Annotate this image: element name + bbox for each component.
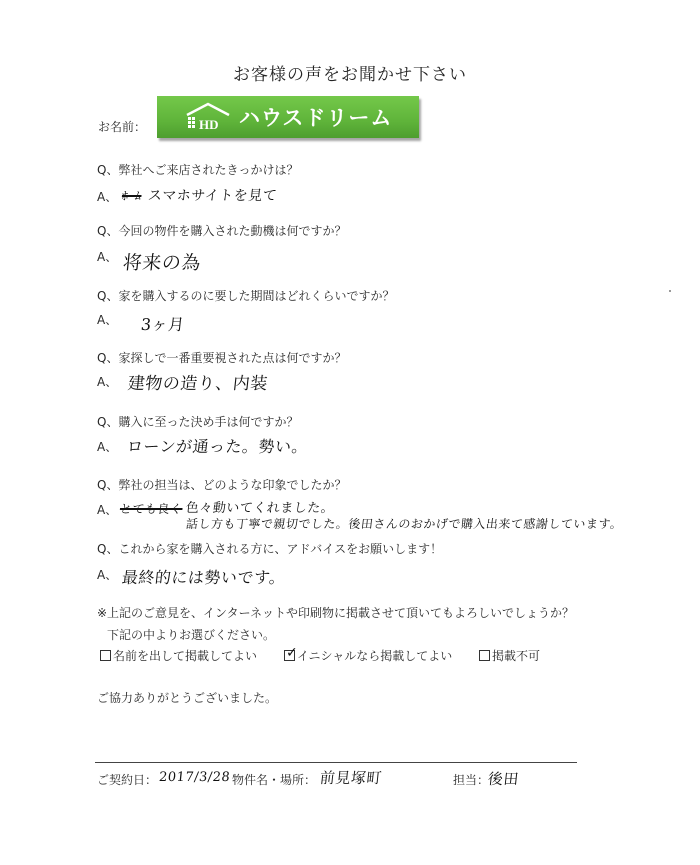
question-1: Q、弊社へご来店されたきっかけは？ [97, 163, 299, 177]
logo-text: ハウスドリーム [239, 106, 393, 130]
page-title: お客様の声をお聞かせ下さい [233, 65, 467, 85]
company-logo [157, 96, 419, 138]
footer-rule [95, 762, 577, 763]
answer-mark-7: A、 [97, 568, 118, 582]
answer-4: 建物の造り、内装 [126, 374, 269, 394]
answer-2: 将来の為 [121, 252, 203, 274]
property-label: 物件名・場所： [232, 773, 317, 787]
thanks-text: ご協力ありがとうございました。 [97, 691, 278, 705]
answer-mark-1: A、 [97, 190, 118, 204]
answer-1: スマホサイトを見て [147, 188, 278, 204]
logo-mark: HD [199, 117, 219, 132]
check-mark-icon: ✓ [286, 645, 298, 661]
consent-option-none: 掲載不可 [479, 647, 540, 664]
question-4: Q、家探しで一番重要視された点は何ですか？ [97, 351, 347, 365]
answer-6-continued: 話し方も丁寧で親切でした。後田さんのおかげで購入出来て感謝しています。 [185, 517, 624, 531]
answer-mark-4: A、 [97, 375, 118, 389]
question-5: Q、購入に至った決め手は何ですか？ [97, 415, 299, 429]
checkbox-name [100, 650, 111, 661]
name-label: お名前： [98, 120, 147, 134]
question-3: Q、家を購入するのに要した期間はどれくらいですか？ [97, 289, 395, 303]
answer-3: 3ヶ月 [139, 315, 186, 334]
staff-name: 後田 [487, 770, 520, 788]
question-2: Q、今回の物件を購入された動機は何ですか？ [97, 224, 347, 238]
answer-mark-2: A、 [97, 250, 118, 264]
contract-date-label: ご契約日： [97, 773, 158, 787]
answer-7: 最終的には勢いです。 [120, 568, 287, 587]
consent-option-initials: ✓ イニシャルなら掲載してよい [286, 645, 453, 663]
answer-6: 色々動いてくれました。 [185, 501, 336, 516]
answer-mark-5: A、 [97, 440, 118, 454]
property-name: 前見塚町 [319, 769, 383, 787]
scan-speck [669, 290, 671, 292]
house-logo-icon [185, 102, 231, 132]
checkbox-initials [284, 645, 298, 661]
struck-text-1: ﾎｰﾑ [121, 189, 143, 203]
consent-instruction: 下記の中よりお選びください。 [107, 628, 276, 642]
staff-label: 担当： [453, 773, 490, 787]
struck-text-6: とても良く [119, 502, 184, 516]
question-7: Q、これから家を購入される方に、アドバイスをお願いします！ [97, 542, 443, 556]
consent-question: ※上記のご意見を、インターネットや印刷物に掲載させて頂いてもよろしいでしょうか？ [97, 606, 574, 620]
answer-5: ローンが通った。勢い。 [125, 437, 310, 456]
answer-mark-3: A、 [97, 313, 118, 327]
checkbox-none [479, 650, 490, 661]
consent-option-name: 名前を出して掲載してよい [100, 647, 257, 664]
question-6: Q、弊社の担当は、どのような印象でしたか？ [97, 478, 347, 492]
answer-mark-6: A、 [97, 503, 118, 517]
contract-date: 2017/3/28 [158, 770, 231, 785]
